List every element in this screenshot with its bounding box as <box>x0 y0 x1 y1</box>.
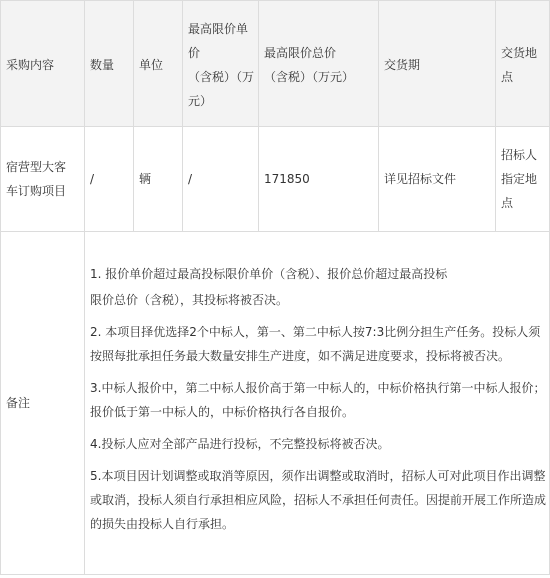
notes-label: 备注 <box>1 232 85 575</box>
note-1: 1. 报价单价超过最高投标限价单价（含税）、报价总价超过最高投标 <box>90 267 448 281</box>
header-total-price: 最高限价总价 （含税）（万元） <box>259 1 379 127</box>
note-3: 3.中标人报价中，第二中标人报价高于第一中标人的，中标价格执行第一中标人报价；报价低于第一中标人的，中标价格执行各自报价。 <box>90 381 546 419</box>
note-5: 5.本项目因计划调整或取消等原因，须作出调整或取消时，招标人可对此项目作出调整或取消，投标人须自行承担相应风险，招标人不承担任何责任。因提前开展工作所造成的损失由投标人自行承担。 <box>90 469 547 531</box>
cell-delivery: 详见招标文件 <box>379 127 496 232</box>
cell-unit-price: / <box>183 127 259 232</box>
notes-content <box>85 232 550 575</box>
table-header-row <box>1 1 550 127</box>
note-2: 2. 本项目择优选择2个中标人，第一、第二中标人按7:3比例分担生产任务。投标人须按照每批承担任务最大数量安排生产进度，如不满足进度要求，投标将被否决。 <box>90 325 541 363</box>
cell-item: 宿营型大客 车订购项目 <box>1 127 85 232</box>
header-item: 采购内容 <box>1 1 85 127</box>
note-4: 4.投标人应对全部产品进行投标，不完整投标将被否决。 <box>90 437 390 451</box>
cell-quantity: / <box>85 127 134 232</box>
header-unit: 单位 <box>134 1 183 127</box>
header-delivery: 交货期 <box>379 1 496 127</box>
table-row <box>1 127 550 232</box>
cell-total-price: 171850 <box>259 127 379 232</box>
header-location: 交货地 点 <box>496 1 550 127</box>
header-quantity: 数量 <box>85 1 134 127</box>
header-unit-price: 最高限价单 价 （含税）（万 元） <box>183 1 259 127</box>
cell-unit: 辆 <box>134 127 183 232</box>
notes-row <box>1 232 550 575</box>
cell-location: 招标人 指定地 点 <box>496 127 550 232</box>
note-1-continued: 限价总价（含税），其投标将被否决。 <box>90 293 289 307</box>
